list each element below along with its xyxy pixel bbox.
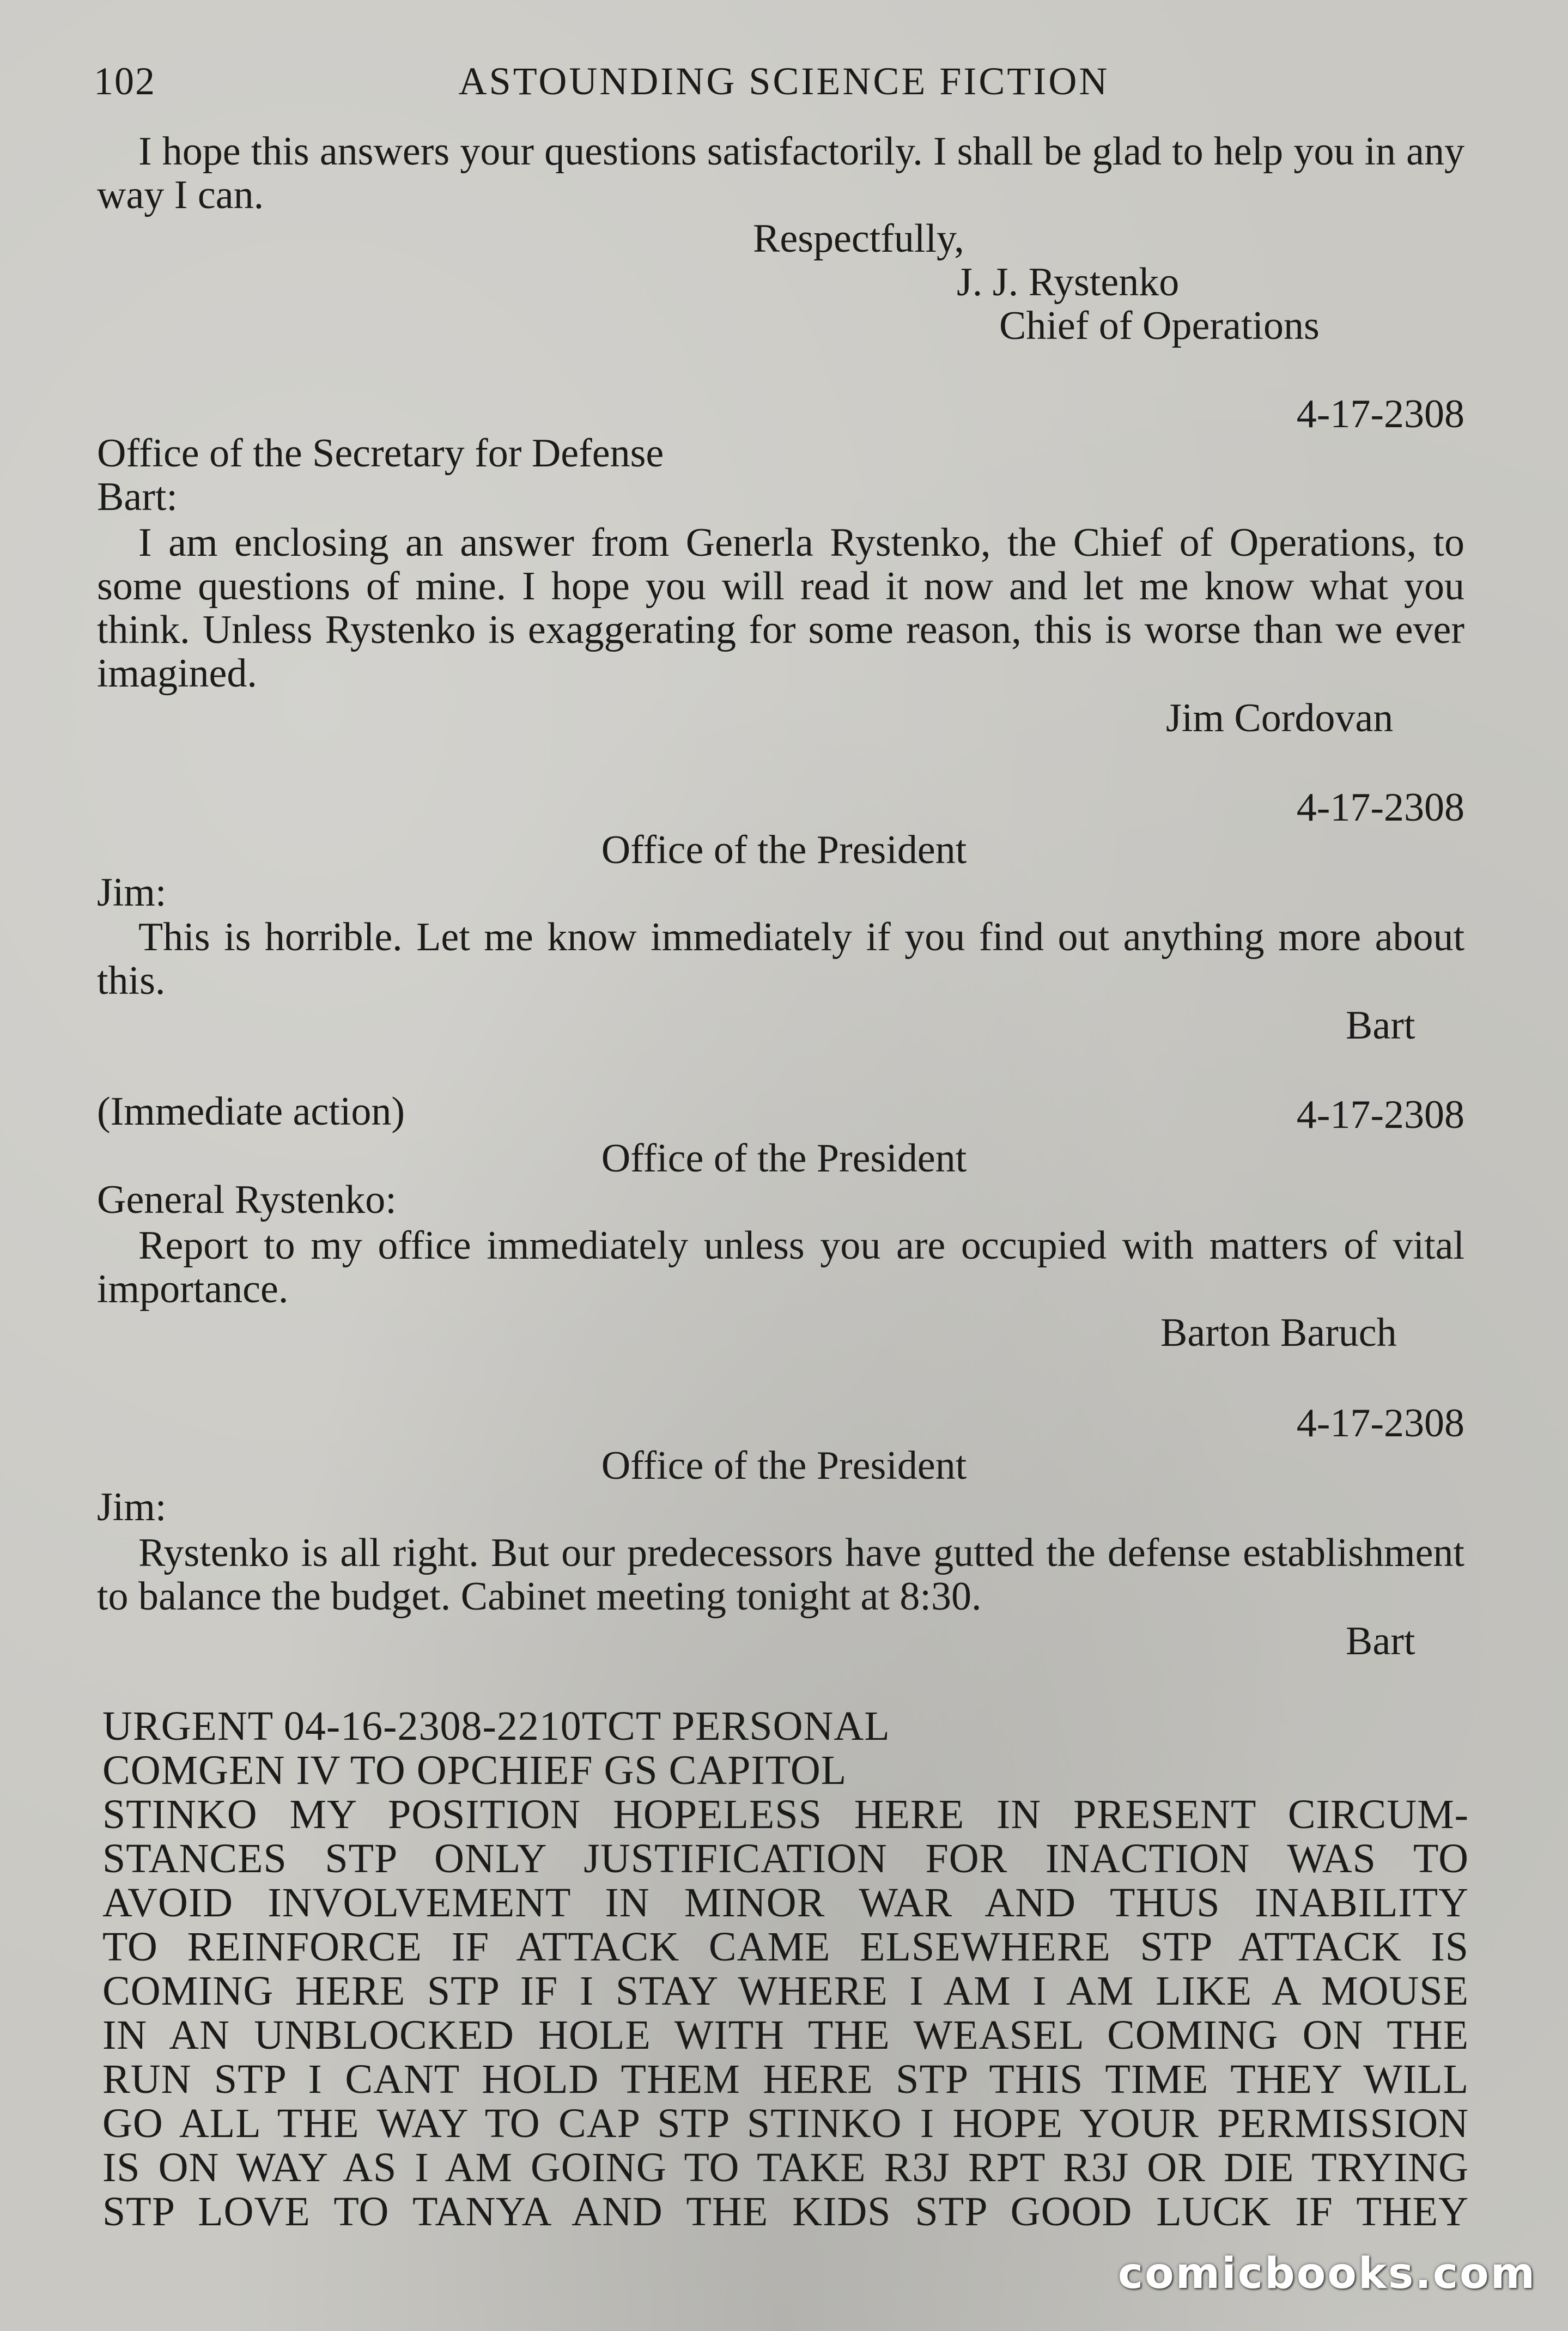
letter4-body: Report to my office immediately unless you are occupied with matters of vital importance. <box>97 1223 1464 1312</box>
telegram-line: STINKO MY POSITION HOPELESS HERE IN PRESENT CIRCUM- <box>102 1792 1469 1837</box>
letter3-date: 4-17-2308 <box>1296 785 1464 830</box>
letter3-body: This is horrible. Let me know immediately if you find out anything more about this. <box>97 915 1464 1003</box>
telegram-line: IN AN UNBLOCKED HOLE WITH THE WEASEL COMING ON THE <box>102 2012 1469 2058</box>
telegram-message <box>102 1704 1469 2234</box>
running-header-title: ASTOUNDING SCIENCE FICTION <box>458 59 1110 103</box>
telegram-line: RUN STP I CANT HOLD THEM HERE STP THIS TIME THEY WILL <box>102 2056 1469 2102</box>
watermark-logo: comicbooks.com <box>1117 2249 1536 2298</box>
telegram-line: GO ALL THE WAY TO CAP STP STINKO I HOPE YOUR PERMISSION <box>102 2101 1469 2146</box>
letter4-priority: (Immediate action) <box>97 1089 405 1134</box>
letter1-signer-title: Chief of Operations <box>999 303 1320 348</box>
letter2-signer: Jim Cordovan <box>1166 696 1394 740</box>
telegram-line: COMGEN IV TO OPCHIEF GS CAPITOL <box>102 1747 847 1793</box>
letter2-body: I am enclosing an answer from Generla Rystenko, the Chief of Operations, to some questions of mine. I hope you will read it now and let me know what you think. Unless Rystenko is exaggerating for some reason, this is worse than we ever imagined. <box>97 520 1464 696</box>
letter2-date: 4-17-2308 <box>1296 392 1464 436</box>
telegram-line: AVOID INVOLVEMENT IN MINOR WAR AND THUS INABILITY <box>102 1880 1469 1926</box>
letter5-office: Office of the President <box>601 1443 967 1488</box>
letter1-signer: J. J. Rystenko <box>957 260 1180 305</box>
letter2-office: Office of the Secretary for Defense <box>97 431 664 476</box>
telegram-line: COMING HERE STP IF I STAY WHERE I AM I AM LIKE A MOUSE <box>102 1968 1469 2014</box>
telegram-line: STANCES STP ONLY JUSTIFICATION FOR INACTION WAS TO <box>102 1836 1469 1881</box>
letter1-body: I hope this answers your questions satisfactorily. I shall be glad to help you in any way I can. <box>97 129 1464 217</box>
telegram-line: TO REINFORCE IF ATTACK CAME ELSEWHERE STP ATTACK IS <box>102 1924 1469 1970</box>
letter3-signer: Bart <box>1346 1003 1415 1048</box>
telegram-line: URGENT 04-16-2308-2210TCT PERSONAL <box>102 1703 890 1749</box>
letter5-salutation: Jim: <box>97 1485 167 1529</box>
letter4-salutation: General Rystenko: <box>97 1177 397 1222</box>
letter4-office: Office of the President <box>601 1136 967 1181</box>
letter3-office: Office of the President <box>601 828 967 872</box>
letter5-signer: Bart <box>1346 1619 1415 1664</box>
letter4-signer: Barton Baruch <box>1160 1310 1397 1355</box>
telegram-line: STP LOVE TO TANYA AND THE KIDS STP GOOD LUCK IF THEY <box>102 2189 1469 2235</box>
letter5-date: 4-17-2308 <box>1296 1401 1464 1446</box>
letter2-salutation: Bart: <box>97 475 178 519</box>
page-number: 102 <box>94 59 156 103</box>
letter4-date: 4-17-2308 <box>1296 1092 1464 1137</box>
telegram-line: IS ON WAY AS I AM GOING TO TAKE R3J RPT R3J OR DIE TRYING <box>102 2145 1469 2190</box>
letter3-salutation: Jim: <box>97 870 167 915</box>
letter5-body: Rystenko is all right. But our predecessors have gutted the defense establishment to balance the budget. Cabinet meeting tonight at 8:30. <box>97 1531 1464 1619</box>
letter1-closing: Respectfully, <box>753 216 964 261</box>
